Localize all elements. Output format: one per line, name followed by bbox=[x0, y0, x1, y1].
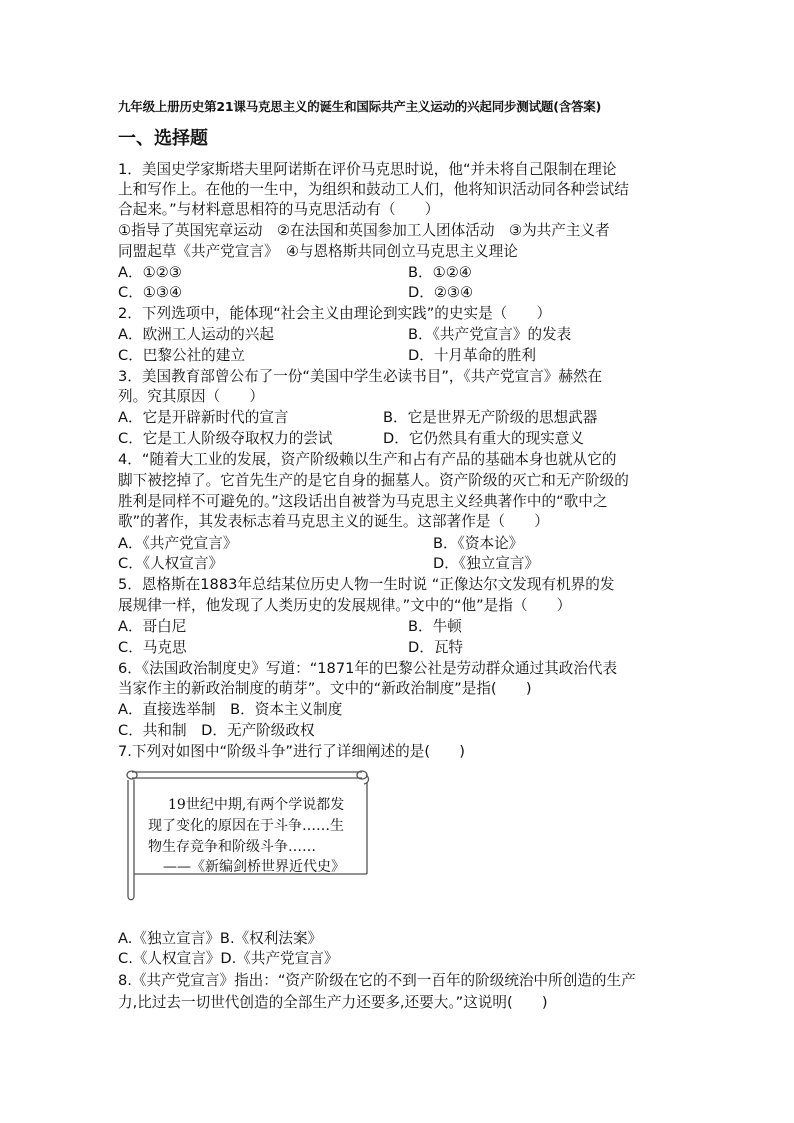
quote-line: 19世纪中期,有两个学说都发 bbox=[168, 797, 345, 813]
q3-stem-line: 列。究其原因（ ） bbox=[118, 388, 264, 405]
quote-line: 物生存竞争和阶级斗争…… bbox=[148, 839, 316, 855]
q1-stem-line: 1．美国史学家斯塔夫里阿诺斯在评价马克思时说，他“并未将自己限制在理论 bbox=[118, 161, 617, 178]
quote-source: ——《新编剑桥世界近代史》 bbox=[163, 859, 345, 875]
q7-options-ab: A.《独立宣言》B.《权利法案》 bbox=[118, 930, 323, 947]
q5-option-a: A．哥白尼 bbox=[118, 618, 187, 635]
q4-option-d: D．《独立宣言》 bbox=[433, 555, 540, 572]
q1-option-d: D．②③④ bbox=[408, 284, 474, 301]
q8-stem-line: 8.《共产党宣言》指出：“资产阶级在它的不到一百年的阶级统治中所创造的生产 bbox=[118, 972, 636, 989]
q4-stem-line: 4．“随着大工业的发展，资产阶级赖以生产和占有产品的基础本身也就从它的 bbox=[118, 451, 617, 468]
q3-option-d: D．它仍然具有重大的现实意义 bbox=[383, 430, 584, 447]
q6-options-cd: C．共和制 D．无产阶级政权 bbox=[118, 722, 315, 739]
document-title: 九年级上册历史第21课马克思主义的诞生和国际共产主义运动的兴起同步测试题(含答案) bbox=[118, 99, 602, 114]
q3-option-c: C．它是工人阶级夺取权力的尝试 bbox=[118, 430, 333, 447]
q1-stem-line: ①指导了英国宪章运动 ②在法国和英国参加工人团体活动 ③为共产主义者 bbox=[118, 222, 610, 239]
q1-option-b: B．①②④ bbox=[408, 264, 472, 281]
q3-stem-line: 3．美国教育部曾公布了一份“美国中学生必读书目”，《共产党宣言》赫然在 bbox=[118, 368, 603, 385]
q2-option-b: B．《共产党宣言》的发表 bbox=[408, 326, 572, 343]
quote-line: 现了变化的原因在于斗争……生 bbox=[148, 818, 344, 834]
q4-option-c: C．《人权宣言》 bbox=[118, 555, 224, 572]
q4-stem-line: 脚下被挖掉了。它首先生产的是它自身的掘墓人。资产阶级的灭亡和无产阶级的 bbox=[118, 472, 629, 489]
q1-option-c: C．①③④ bbox=[118, 284, 183, 301]
q6-stem-line: 当家作主的新政治制度的萌芽”。文中的“新政治制度”是指( ) bbox=[118, 680, 532, 697]
q1-stem-line: 同盟起草《共产党宣言》 ④与恩格斯共同创立马克思主义理论 bbox=[118, 243, 518, 260]
q3-option-b: B．它是世界无产阶级的思想武器 bbox=[383, 409, 598, 426]
q5-stem-line: 5．恩格斯在1883年总结某位历史人物一生时说 “正像达尔文发现有机界的发 bbox=[118, 576, 615, 593]
q6-stem-line: 6．《法国政治制度史》写道：“1871年的巴黎公社是劳动群众通过其政治代表 bbox=[118, 660, 618, 677]
q2-stem-line: 2．下列选项中，能体现“社会主义由理论到实践”的史实是（ ） bbox=[118, 305, 552, 322]
q1-stem-line: 合起来。”与材料意思相符的马克思活动有（ ） bbox=[118, 201, 440, 218]
q4-option-a: A．《共产党宣言》 bbox=[118, 535, 238, 552]
q2-option-c: C．巴黎公社的建立 bbox=[118, 347, 245, 364]
q4-stem-line: 歌”的著作，其发表标志着马克思主义的诞生。这部著作是（ ） bbox=[118, 513, 549, 530]
q5-stem-line: 展规律一样，他发现了人类历史的发展规律。”文中的“他”是指（ ） bbox=[118, 597, 572, 614]
q2-option-a: A．欧洲工人运动的兴起 bbox=[118, 326, 274, 343]
q1-option-a: A．①②③ bbox=[118, 264, 182, 281]
section-heading: 一、选择题 bbox=[118, 128, 208, 149]
q1-stem-line: 上和写作上。在他的一生中，为组织和鼓动工人们，他将知识活动同各种尝试结 bbox=[118, 181, 629, 198]
q6-options-ab: A．直接选举制 B．资本主义制度 bbox=[118, 701, 343, 718]
q2-option-d: D．十月革命的胜利 bbox=[408, 347, 536, 364]
q5-option-d: D．瓦特 bbox=[408, 639, 464, 656]
q7-stem-line: 7.下列对如图中“阶级斗争”进行了详细阐述的是( ) bbox=[118, 743, 465, 760]
q5-option-c: C．马克思 bbox=[118, 639, 187, 656]
q5-option-b: B．牛顿 bbox=[408, 618, 462, 635]
q7-options-cd: C.《人权宣言》D.《共产党宣言》 bbox=[118, 950, 339, 967]
q4-stem-line: 胜利是同样不可避免的。”这段话出自被誉为马克思主义经典著作中的“歌中之 bbox=[118, 493, 608, 510]
q3-option-a: A．它是开辟新时代的宣言 bbox=[118, 409, 289, 426]
q4-option-b: B．《资本论》 bbox=[433, 535, 524, 552]
q8-stem-line: 力,比过去一切世代创造的全部生产力还要多,还要大。”这说明( ) bbox=[118, 994, 548, 1011]
